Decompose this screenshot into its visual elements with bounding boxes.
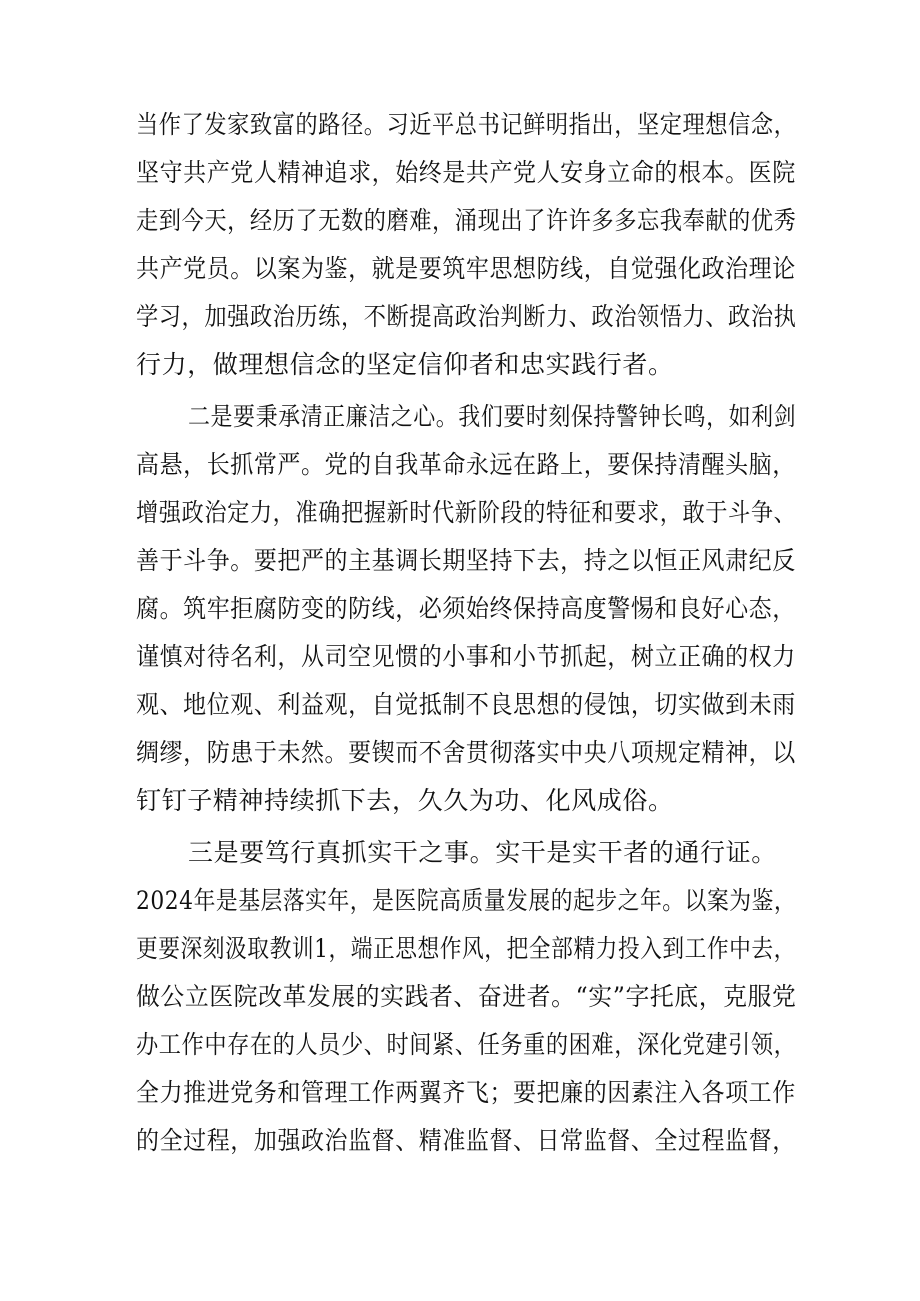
text-line: 更要深刻汲取教训1，端正思想作风，把全部精力投入到工作中去， — [136, 934, 796, 963]
text-line: 二是要秉承清正廉洁之心。我们要时刻保持警钟长鸣，如利剑 — [188, 402, 797, 431]
text-line: 善于斗争。要把严的主基调长期坚持下去，持之以恒正风肃纪反 — [136, 546, 796, 575]
text-line: 全力推进党务和管理工作两翼齐飞；要把廉的因素注入各项工作 — [136, 1078, 796, 1107]
text-line: 的全过程，加强政治监督、精准监督、日常监督、全过程监督， — [136, 1126, 796, 1155]
text-line: 钉钉子精神持续抓下去，久久为功、化风成俗。 — [136, 786, 674, 815]
text-line: 2024年是基层落实年，是医院高质量发展的起步之年。以案为鉴， — [136, 886, 797, 915]
text-line: 行力，做理想信念的坚定信仰者和忠实践行者。 — [136, 350, 674, 379]
text-line: 腐。筑牢拒腐防变的防线，必须始终保持高度警惕和良好心态， — [136, 594, 796, 623]
text-line: 做公立医院改革发展的实践者、奋进者。“实”字托底，克服党 — [136, 982, 797, 1011]
text-line: 观、地位观、利益观，自觉抵制不良思想的侵蚀，切实做到未雨 — [136, 690, 796, 719]
text-line: 坚守共产党人精神追求，始终是共产党人安身立命的根本。医院 — [136, 158, 796, 187]
text-line: 共产党员。以案为鉴，就是要筑牢思想防线，自觉强化政治理论 — [136, 254, 796, 283]
text-line: 当作了发家致富的路径。习近平总书记鲜明指出，坚定理想信念， — [136, 110, 797, 139]
text-line: 走到今天，经历了无数的磨难，涌现出了许许多多忘我奉献的优秀 — [136, 206, 797, 235]
text-line: 增强政治定力，准确把握新时代新阶段的特征和要求，敢于斗争、 — [136, 498, 797, 527]
text-line: 谨慎对待名利，从司空见惯的小事和小节抓起，树立正确的权力 — [136, 642, 796, 671]
text-line: 办工作中存在的人员少、时间紧、任务重的困难，深化党建引领， — [136, 1030, 797, 1059]
text-line: 高悬，长抓常严。党的自我革命永远在路上，要保持清醒头脑， — [136, 450, 796, 479]
text-line: 学习，加强政治历练，不断提高政治判断力、政治领悟力、政治执 — [136, 302, 797, 331]
text-line: 绸缪，防患于未然。要锲而不舍贯彻落实中央八项规定精神，以 — [136, 738, 796, 767]
text-line: 三是要笃行真抓实干之事。实干是实干者的通行证。 — [188, 838, 777, 867]
